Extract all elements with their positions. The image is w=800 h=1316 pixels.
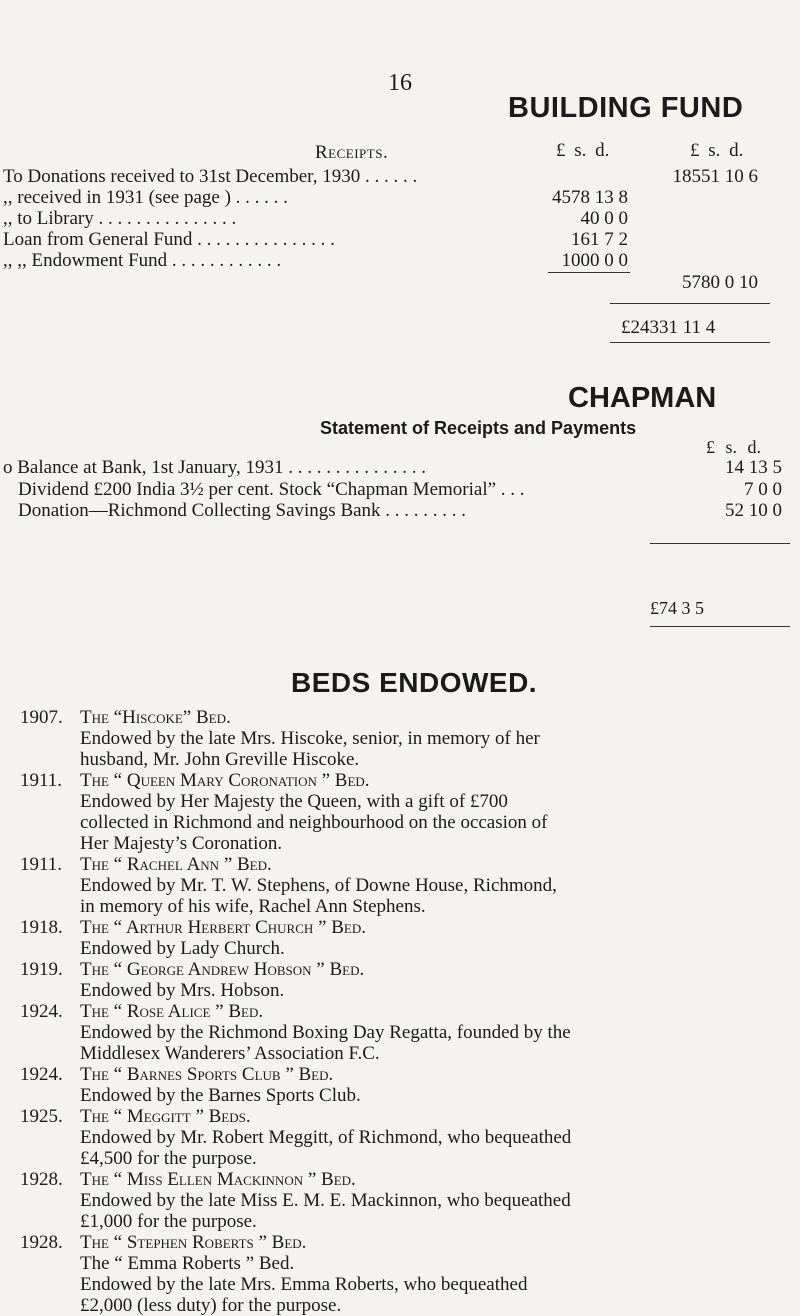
bed-year: 1924. bbox=[20, 1001, 63, 1022]
chapman-row-desc: o Balance at Bank, 1st January, 1931 . . . . . . . . . . . . . . . bbox=[3, 457, 427, 478]
bed-year: 1919. bbox=[20, 959, 63, 980]
bed-year: 1925. bbox=[20, 1106, 63, 1127]
bed-line: £2,000 (less duty) for the purpose. bbox=[80, 1295, 342, 1316]
bed-year: 1928. bbox=[20, 1169, 63, 1190]
building-fund-row-mid: 40 0 0 bbox=[580, 208, 628, 229]
bed-line: Endowed by the Barnes Sports Club. bbox=[80, 1085, 361, 1106]
bed-line: Endowed by the late Miss E. M. E. Mackinnon, who bequeathed bbox=[80, 1190, 571, 1211]
building-fund-subtotal: 5780 0 10 bbox=[682, 272, 758, 293]
bed-year: 1911. bbox=[20, 770, 63, 791]
bed-entry bbox=[80, 1232, 527, 1316]
bed-entry bbox=[80, 854, 557, 917]
bed-title: The “ Rose Alice ” Bed. bbox=[80, 1001, 264, 1022]
receipts-label: Receipts. bbox=[315, 142, 389, 163]
chapman-row-amount: 52 10 0 bbox=[725, 500, 782, 521]
total-rule-top bbox=[610, 303, 770, 304]
bed-title: The “ Arthur Herbert Church ” Bed. bbox=[80, 917, 366, 938]
bed-title: The “ Queen Mary Coronation ” Bed. bbox=[80, 770, 370, 791]
chapman-total: £74 3 5 bbox=[650, 598, 704, 618]
bed-entry bbox=[80, 1106, 571, 1169]
bed-line: Her Majesty’s Coronation. bbox=[80, 833, 283, 854]
bed-title: The “Hiscoke” Bed. bbox=[80, 707, 231, 728]
chapman-header: £ s. d. bbox=[706, 437, 762, 457]
bed-year: 1918. bbox=[20, 917, 63, 938]
chapman-row-desc: Donation—Richmond Collecting Savings Bank . . . . . . . . . bbox=[18, 500, 467, 521]
building-fund-header-left: £ s. d. bbox=[556, 140, 610, 161]
bed-line: Endowed by Her Majesty the Queen, with a gift of £700 bbox=[80, 791, 508, 812]
building-fund-row-mid: 4578 13 8 bbox=[552, 187, 628, 208]
bed-line: Endowed by the late Mrs. Hiscoke, senior, in memory of her bbox=[80, 728, 540, 749]
bed-line: £4,500 for the purpose. bbox=[80, 1148, 257, 1169]
bed-line: Endowed by the Richmond Boxing Day Regatta, founded by the bbox=[80, 1022, 571, 1043]
bed-line: Endowed by Mr. Robert Meggitt, of Richmond, who bequeathed bbox=[80, 1127, 572, 1148]
bed-line: The “ Emma Roberts ” Bed. bbox=[80, 1253, 295, 1274]
bed-entry bbox=[80, 917, 366, 959]
building-fund-total: £24331 11 4 bbox=[621, 317, 716, 338]
bed-line: £1,000 for the purpose. bbox=[80, 1211, 257, 1232]
building-fund-row-right: 18551 10 6 bbox=[672, 166, 758, 187]
building-fund-header-right: £ s. d. bbox=[690, 140, 744, 161]
chapman-row-amount: 7 0 0 bbox=[744, 479, 782, 500]
building-fund-row-desc: To Donations received to 31st December, 1930 . . . . . . bbox=[3, 166, 418, 187]
bed-title: The “ Miss Ellen Mackinnon ” Bed. bbox=[80, 1169, 356, 1190]
building-fund-row-desc: ,, received in 1931 (see page ) . . . . . . bbox=[3, 187, 288, 208]
bed-line: Middlesex Wanderers’ Association F.C. bbox=[80, 1043, 380, 1064]
building-fund-row-mid: 1000 0 0 bbox=[561, 250, 628, 271]
bed-title: The “ Barnes Sports Club ” Bed. bbox=[80, 1064, 334, 1085]
bed-line: Endowed by Mrs. Hobson. bbox=[80, 980, 285, 1001]
page-number: 16 bbox=[388, 70, 412, 96]
bed-title: The “ George Andrew Hobson ” Bed. bbox=[80, 959, 365, 980]
building-fund-row-desc: ,, to Library . . . . . . . . . . . . . . . bbox=[3, 208, 237, 229]
bed-line: Endowed by Mr. T. W. Stephens, of Downe House, Richmond, bbox=[80, 875, 557, 896]
chapman-rule-bottom bbox=[650, 626, 790, 627]
total-rule-bottom bbox=[610, 342, 770, 343]
bed-entry bbox=[80, 1064, 361, 1106]
bed-entry bbox=[80, 770, 548, 854]
bed-entry bbox=[80, 707, 540, 770]
bed-title: The “ Meggitt ” Beds. bbox=[80, 1106, 251, 1127]
bed-year: 1911. bbox=[20, 854, 63, 875]
chapman-row-desc: Dividend £200 India 3½ per cent. Stock “Chapman Memorial” . . . bbox=[18, 479, 525, 500]
building-fund-title: BUILDING FUND bbox=[508, 92, 744, 124]
bed-line: Endowed by Lady Church. bbox=[80, 938, 285, 959]
building-fund-row-desc: ,, ,, Endowment Fund . . . . . . . . . . . . bbox=[3, 250, 282, 271]
chapman-subtitle: Statement of Receipts and Payments bbox=[320, 418, 637, 438]
chapman-title: CHAPMAN bbox=[568, 382, 717, 414]
bed-entry bbox=[80, 959, 364, 1001]
bed-line: Endowed by the late Mrs. Emma Roberts, who bequeathed bbox=[80, 1274, 528, 1295]
building-fund-row-mid: 161 7 2 bbox=[571, 229, 628, 250]
bed-year: 1924. bbox=[20, 1064, 63, 1085]
beds-endowed-title: BEDS ENDOWED. bbox=[291, 667, 538, 698]
bed-entry bbox=[80, 1001, 571, 1064]
bed-title: The “ Stephen Roberts ” Bed. bbox=[80, 1232, 307, 1253]
bed-title: The “ Rachel Ann ” Bed. bbox=[80, 854, 272, 875]
bed-year: 1928. bbox=[20, 1232, 63, 1253]
bed-entry bbox=[80, 1169, 571, 1232]
bed-year: 1907. bbox=[20, 707, 63, 728]
bed-line: in memory of his wife, Rachel Ann Stephens. bbox=[80, 896, 426, 917]
bed-line: husband, Mr. John Greville Hiscoke. bbox=[80, 749, 360, 770]
chapman-rule-top bbox=[650, 543, 790, 544]
building-fund-row-desc: Loan from General Fund . . . . . . . . . . . . . . . bbox=[3, 229, 335, 250]
bed-line: collected in Richmond and neighbourhood on the occasion of bbox=[80, 812, 548, 833]
chapman-row-amount: 14 13 5 bbox=[725, 457, 782, 478]
